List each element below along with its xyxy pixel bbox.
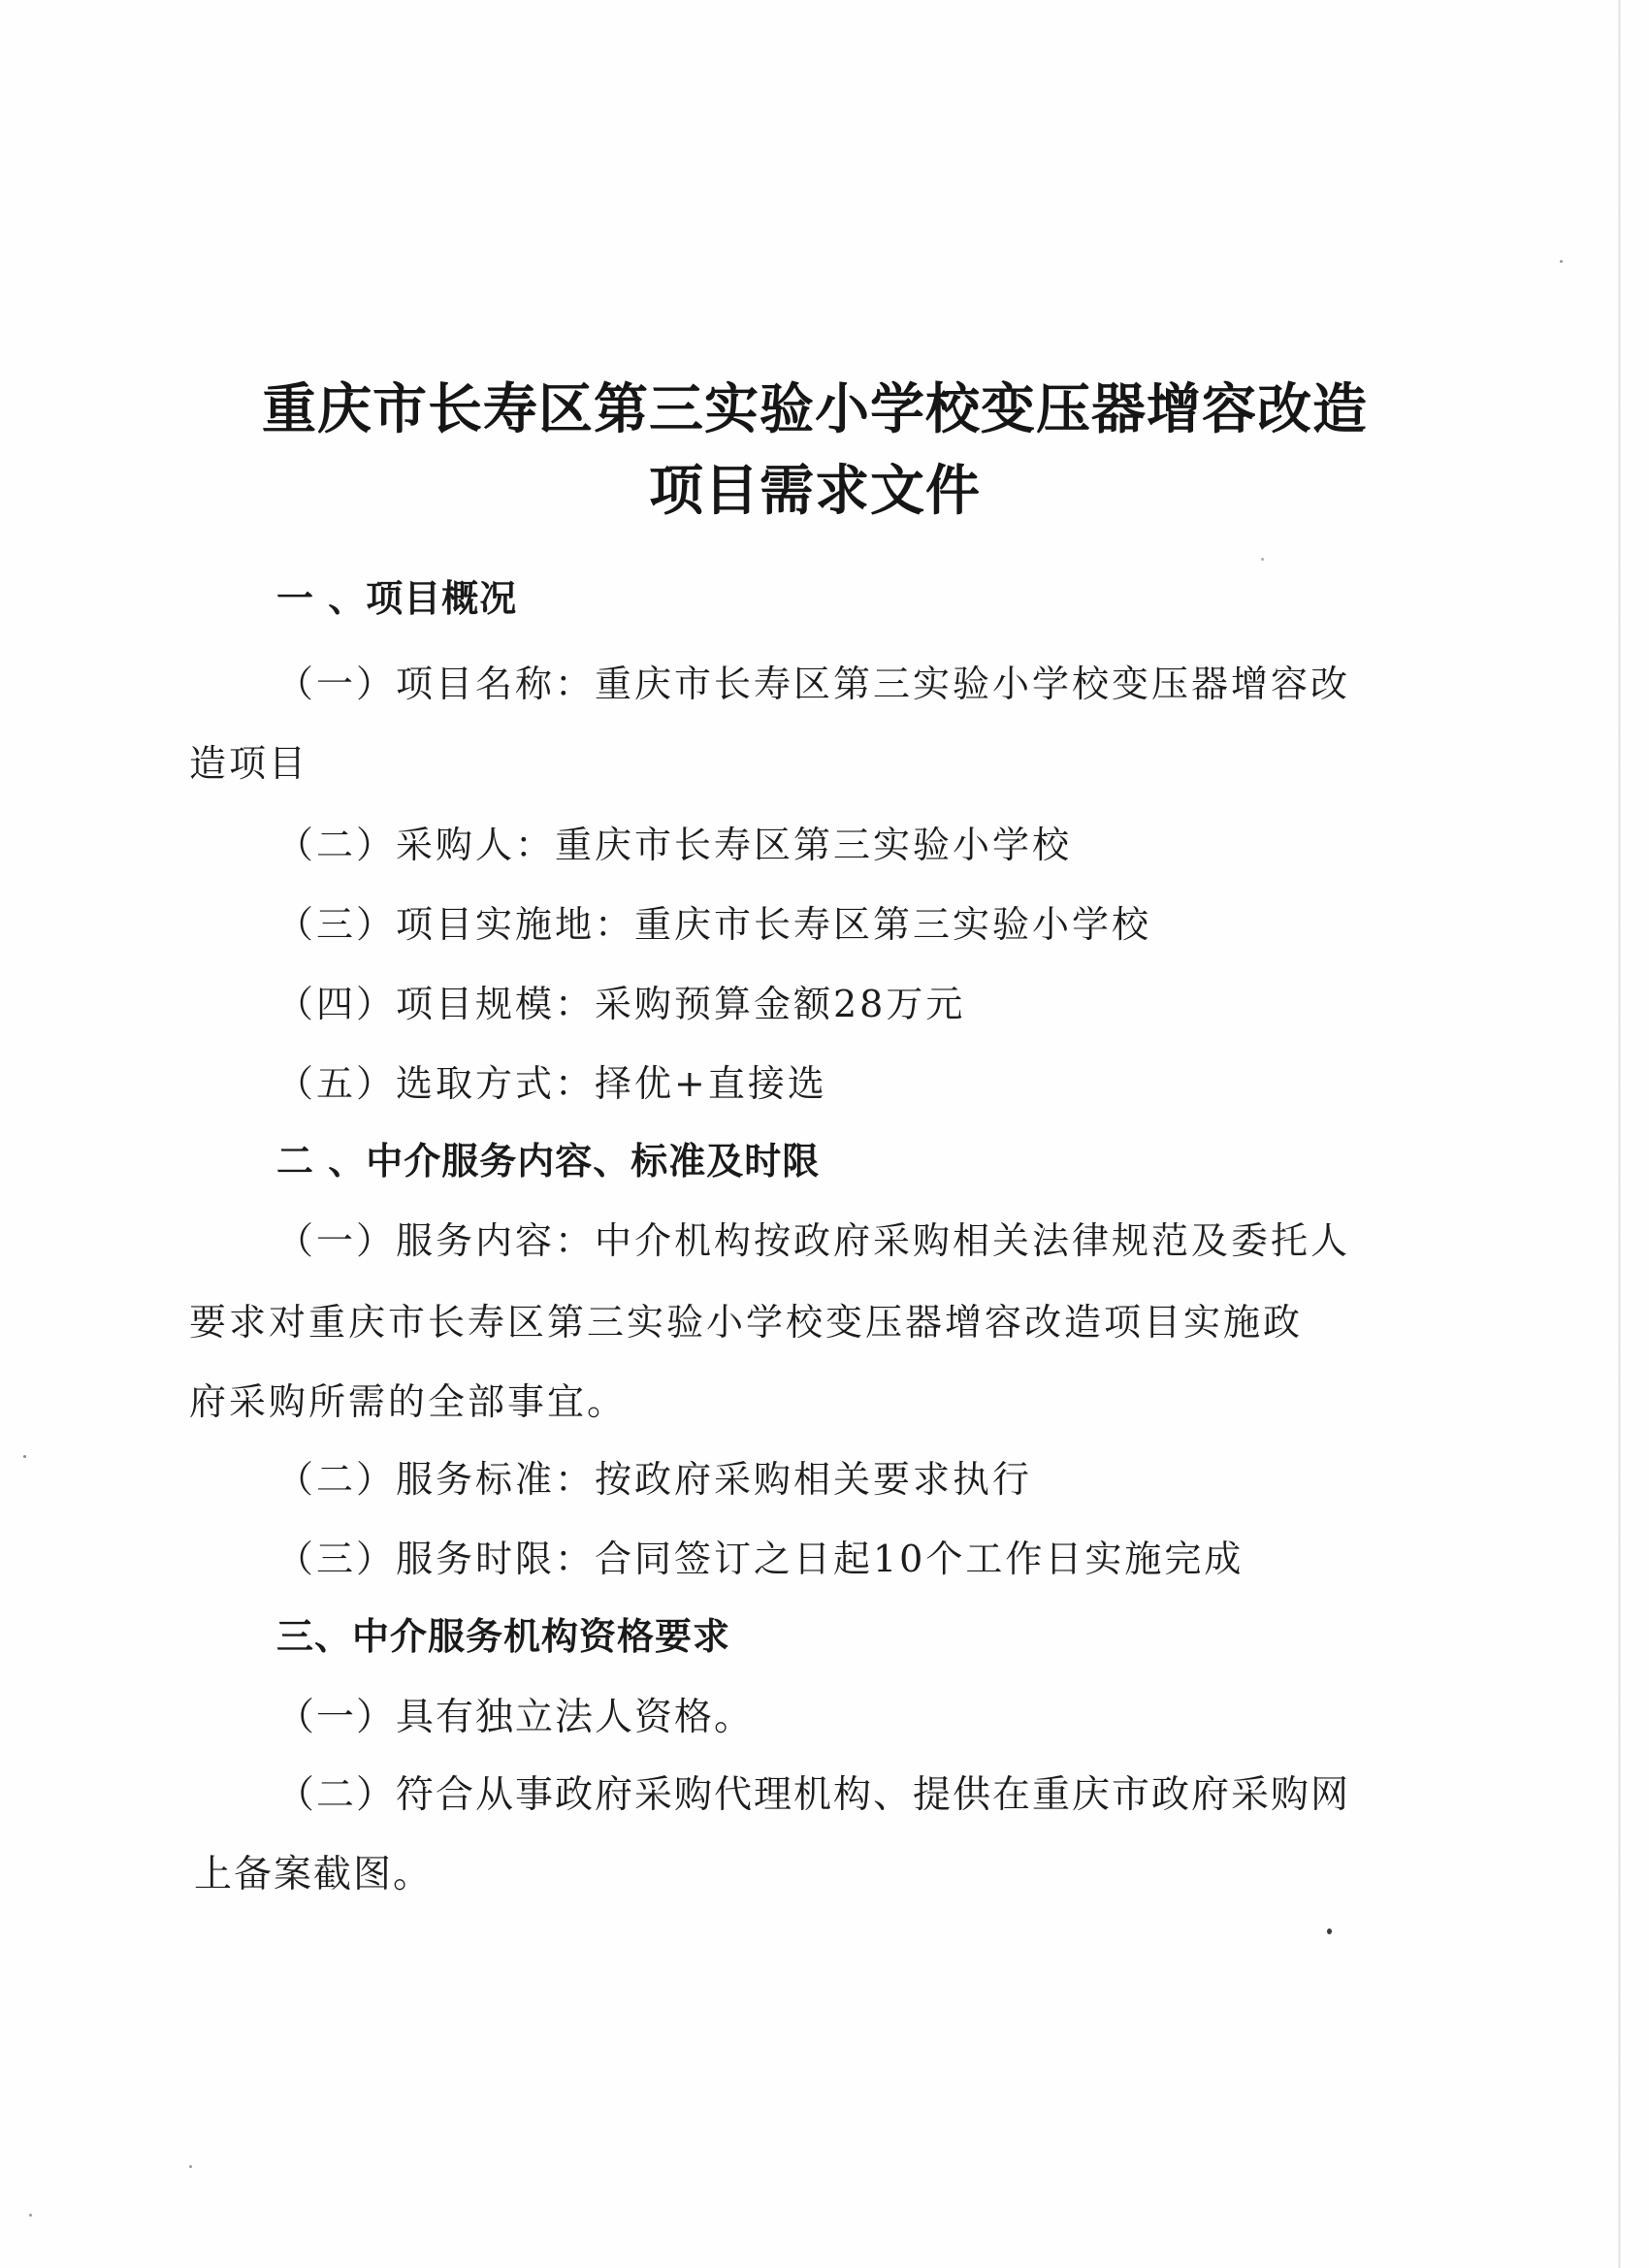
section-heading-overview: 一 、项目概况	[276, 577, 518, 620]
item-service-content: （一）服务内容：中介机构按政府采购相关法律规范及委托人	[276, 1219, 1351, 1262]
item-registration: （二）符合从事政府采购代理机构、提供在重庆市政府采购网	[276, 1773, 1351, 1817]
item-registration-cont: 上备案截图。	[194, 1853, 434, 1896]
item-service-content-cont-1: 要求对重庆市长寿区第三实验小学校变压器增容改造项目实施政	[189, 1301, 1304, 1344]
document-title-line-1: 重庆市长寿区第三实验小学校变压器增容改造	[262, 378, 1368, 441]
scan-speck	[1261, 558, 1264, 561]
section-heading-qualifications: 三、中介服务机构资格要求	[276, 1615, 731, 1658]
item-legal-entity: （一）具有独立法人资格。	[276, 1696, 755, 1739]
document-title-line-2: 项目需求文件	[649, 460, 981, 523]
item-scale: （四）项目规模：采购预算金额28万元	[276, 983, 966, 1025]
scan-edge	[1618, 0, 1621, 2268]
scan-speck	[189, 2165, 192, 2168]
item-service-content-cont-2: 府采购所需的全部事宜。	[189, 1380, 628, 1423]
item-location: （三）项目实施地：重庆市长寿区第三实验小学校	[276, 903, 1152, 946]
scan-speck	[29, 2214, 32, 2217]
item-project-name-cont: 造项目	[189, 742, 309, 785]
item-purchaser: （二）采购人：重庆市长寿区第三实验小学校	[276, 824, 1073, 866]
item-project-name: （一）项目名称：重庆市长寿区第三实验小学校变压器增容改	[276, 663, 1351, 705]
scan-speck	[1560, 260, 1563, 263]
item-service-standard: （二）服务标准：按政府采购相关要求执行	[276, 1458, 1033, 1501]
section-heading-services: 二 、中介服务内容、标准及时限	[276, 1140, 821, 1183]
scan-speck	[1327, 1928, 1332, 1934]
item-selection-method: （五）选取方式：择优+直接选	[276, 1062, 827, 1105]
scan-speck	[23, 1455, 26, 1458]
item-service-deadline: （三）服务时限：合同签订之日起10个工作日实施完成	[276, 1538, 1245, 1580]
